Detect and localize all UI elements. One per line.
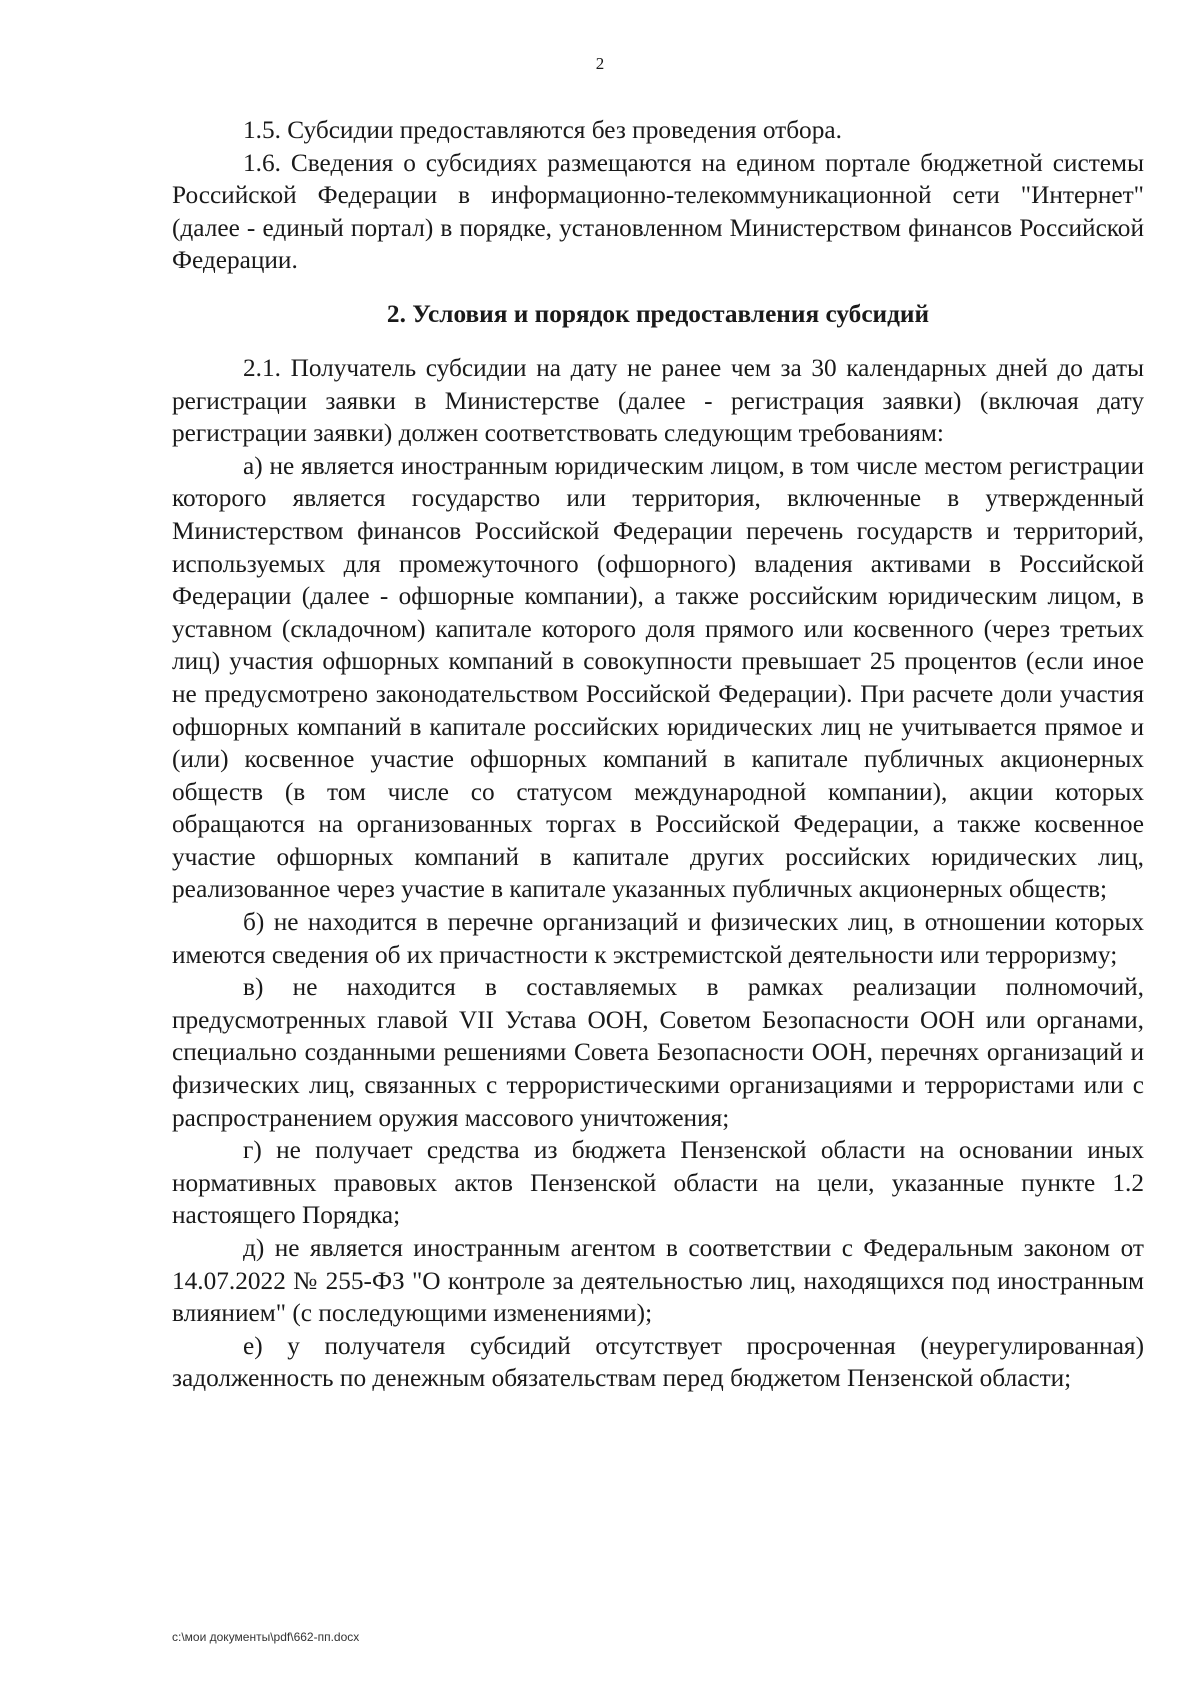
paragraph-1-5: 1.5. Субсидии предоставляются без проведения отбора.	[243, 116, 842, 144]
paragraph-item-d: д) не является иностранным агентом в соответствии с Федеральным законом от 14.07.2022 № 255-ФЗ "О контроле за деятельностью лиц, находящихся под иностранным влиянием" (с последующими изменениями);	[172, 1234, 1144, 1328]
paragraph-item-e: е) у получателя субсидий отсутствует просроченная (неурегулированная) задолженность по денежным обязательствам перед бюджетом Пензенской области;	[172, 1331, 1144, 1393]
paragraph-1-6: 1.6. Сведения о субсидиях размещаются на едином портале бюджетной системы Российской Федерации в информационно-телекоммуникационной сети "Интернет" (далее - единый портал) в порядке, установленном Министерством финансов Российской Федерации.	[172, 148, 1144, 275]
document-body	[172, 114, 1144, 1395]
footer-file-path: c:\мои документы\pdf\662-пп.docx	[172, 1630, 360, 1644]
paragraph-item-a: а) не является иностранным юридическим лицом, в том числе местом регистрации которого является государство или территория, включенные в утвержденный Министерством финансов Российской Федерации перечень государств и территорий, используемых для промежуточного (офшорного) владения активами в Российской Федерации (далее - офшорные компании), а также российским юридическим лицом, в уставном (складочном) капитале которого доля прямого или косвенного (через третьих лиц) участия офшорных компаний в совокупности превышает 25 процентов (если иное не предусмотрено законодательством Российской Федерации). При расчете доли участия офшорных компаний в капитале российских юридических лиц не учитывается прямое и (или) косвенное участие офшорных компаний в капитале публичных акционерных обществ (в том числе со статусом международной компании), акции которых обращаются на организованных торгах в Российской Федерации, а также косвенное участие офшорных компаний в капитале других российских юридических лиц, реализованное через участие в капитале указанных публичных акционерных обществ;	[172, 451, 1144, 904]
paragraph-item-g: г) не получает средства из бюджета Пензенской области на основании иных нормативных правовых актов Пензенской области на цели, указанные пункте 1.2 настоящего Порядка;	[172, 1136, 1144, 1230]
paragraph-2-1: 2.1. Получатель субсидии на дату не ранее чем за 30 календарных дней до даты регистрации заявки в Министерстве (далее - регистрация заявки) (включая дату регистрации заявки) должен соответствовать следующим требованиям:	[172, 353, 1144, 448]
paragraph-item-v: в) не находится в составляемых в рамках реализации полномочий, предусмотренных главой VII Устава ООН, Советом Безопасности ООН или органами, специально созданными решениями Совета Безопасности ООН, перечнях организаций и физических лиц, связанных с террористическими организациями и террористами или с распространением оружия массового уничтожения;	[172, 973, 1144, 1132]
page-number: 2	[595, 54, 605, 73]
paragraph-item-b: б) не находится в перечне организаций и физических лиц, в отношении которых имеются сведения об их причастности к экстремистской деятельности или терроризму;	[172, 908, 1144, 969]
section-heading: 2. Условия и порядок предоставления субсидий	[386, 299, 930, 328]
